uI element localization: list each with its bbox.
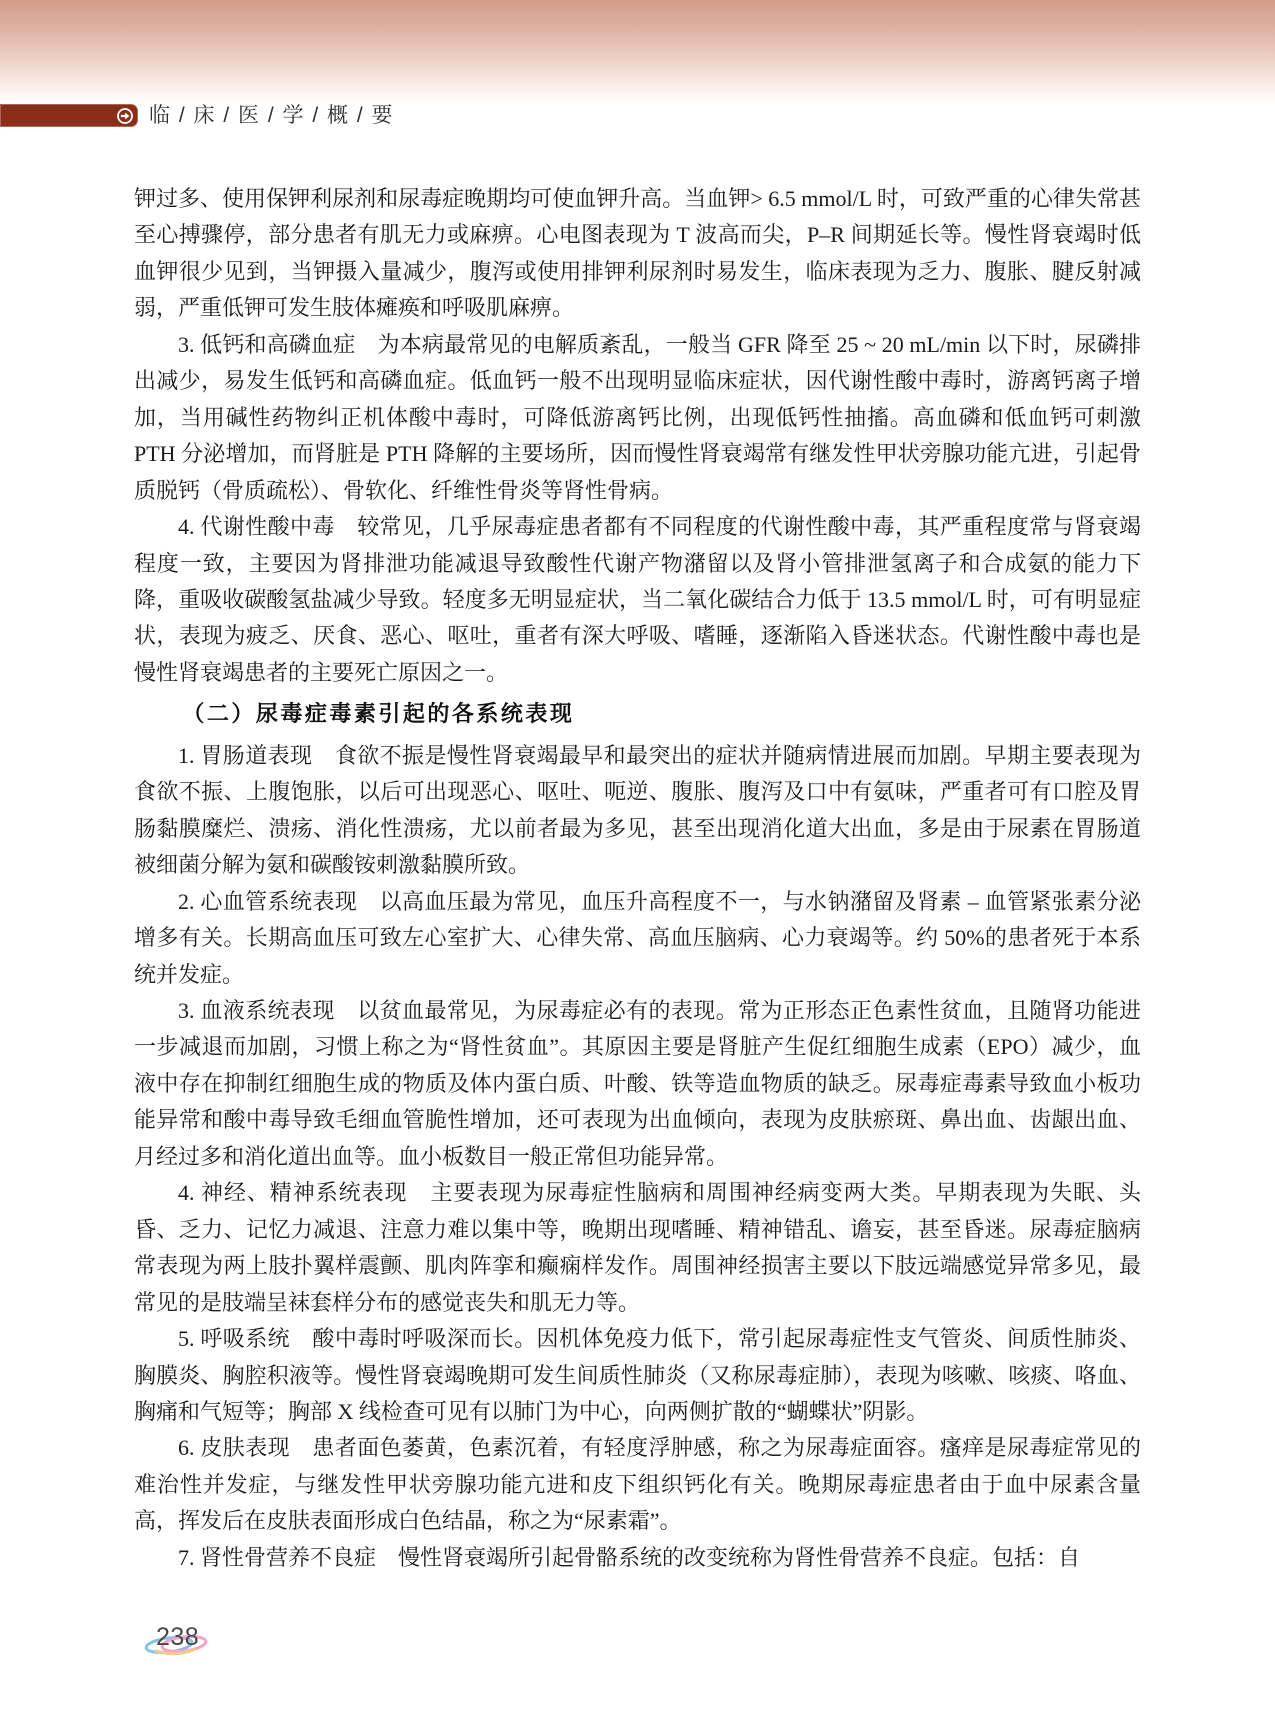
page-top-gradient [0,0,1275,104]
body-paragraph: 7. 肾性骨营养不良症 慢性肾衰竭所引起骨骼系统的改变统称为肾性骨营养不良症。包括：自 [178,1544,1081,1570]
body-paragraph: 2. 心血管系统表现 以高血压最为常见，血压升高程度不一，与水钠潴留及肾素 – 血管紧张素分泌增多有关。长期高血压可致左心室扩大、心律失常、高血压脑病、心力衰竭等。约 50%的患者死于本系统并发症。 [134,888,1141,987]
body-text [134,181,1141,1576]
page-number: 238 [156,1623,200,1651]
body-paragraph: 5. 呼吸系统 酸中毒时呼吸深而长。因机体免疫力低下，常引起尿毒症性支气管炎、间质性肺炎、胸膜炎、胸腔积液等。慢性肾衰竭晚期可发生间质性肺炎（又称尿毒症肺），表现为咳嗽、咳痰、咯血、胸痛和气短等；胸部 X 线检查可见有以肺门为中心，向两侧扩散的“蝴蝶状”阴影。 [134,1326,1141,1424]
arrow-right-icon [117,108,133,124]
body-paragraph: 4. 代谢性酸中毒 较常见，几乎尿毒症患者都有不同程度的代谢性酸中毒，其严重程度常与肾衰竭程度一致，主要因为肾排泄功能减退导致酸性代谢产物潴留以及肾小管排泄氢离子和合成氨的能力下降，重吸收碳酸氢盐减少导致。轻度多无明显症状，当二氧化碳结合力低于 13.5 mmol/L 时，可有明显症状，表现为疲乏、厌食、恶心、呕吐，重者有深大呼吸、嗜睡，逐渐陷入昏迷状态。代谢性酸中毒也是慢性肾衰竭患者的主要死亡原因之一。 [134,514,1141,685]
body-paragraph: 1. 胃肠道表现 食欲不振是慢性肾衰竭最早和最突出的症状并随病情进展而加剧。早期主要表现为食欲不振、上腹饱胀，以后可出现恶心、呕吐、呃逆、腹胀、腹泻及口中有氨味，严重者可有口腔及胃肠黏膜糜烂、溃疡、消化性溃疡，尤以前者最为多见，甚至出现消化道大出血，多是由于尿素在胃肠道被细菌分解为氨和碳酸铵刺激黏膜所致。 [134,742,1141,878]
body-paragraph: 3. 低钙和高磷血症 为本病最常见的电解质紊乱，一般当 GFR 降至 25 ~ 20 mL/min 以下时，尿磷排出减少，易发生低钙和高磷血症。低血钙一般不出现明显临床症状，因代谢性酸中毒时，游离钙离子增加，当用碱性药物纠正机体酸中毒时，可降低游离钙比例，出现低钙性抽搐。高血磷和低血钙可刺激 PTH 分泌增加，而肾脏是 PTH 降解的主要场所，因而慢性肾衰竭常有继发性甲状旁腺功能亢进，引起骨质脱钙（骨质疏松）、骨软化、纤维性骨炎等肾性骨病。 [134,331,1141,503]
body-paragraph: 钾过多、使用保钾利尿剂和尿毒症晚期均可使血钾升高。当血钾> 6.5 mmol/L 时，可致严重的心律失常甚至心搏骤停，部分患者有肌无力或麻痹。心电图表现为 T 波高而尖，P–R 间期延长等。慢性肾衰竭时低血钾很少见到，当钾摄入量减少，腹泻或使用排钾利尿剂时易发生，临床表现为乏力、腹胀、腱反射减弱，严重低钾可发生肢体瘫痪和呼吸肌麻痹。 [134,186,1141,321]
page-footer [142,1618,232,1662]
book-title: 临 / 床 / 医 / 学 / 概 / 要 [149,104,395,127]
body-paragraph: 4. 神经、精神系统表现 主要表现为尿毒症性脑病和周围神经病变两大类。早期表现为失眠、头昏、乏力、记忆力减退、注意力难以集中等，晚期出现嗜睡、精神错乱、谵妄，甚至昏迷。尿毒症脑病常表现为两上肢扑翼样震颤、肌肉阵挛和癫痫样发作。周围神经损害主要以下肢远端感觉异常多见，最常见的是肢端呈袜套样分布的感觉丧失和肌无力等。 [134,1180,1141,1315]
section-heading: （二）尿毒症毒素引起的各系统表现 [182,701,575,727]
body-paragraph: 3. 血液系统表现 以贫血最常见，为尿毒症必有的表现。常为正形态正色素性贫血，且随肾功能进一步减退而加剧，习惯上称之为“肾性贫血”。其原因主要是肾脏产生促红细胞生成素（EPO）减少，血液中存在抑制红细胞生成的物质及体内蛋白质、叶酸、铁等造血物质的缺乏。尿毒症毒素导致血小板功能异常和酸中毒导致毛细血管脆性增加，还可表现为出血倾向，表现为皮肤瘀斑、鼻出血、齿龈出血、月经过多和消化道出血等。血小板数目一般正常但功能异常。 [134,997,1141,1169]
chapter-banner [0,104,138,127]
body-paragraph: 6. 皮肤表现 患者面色萎黄，色素沉着，有轻度浮肿感，称之为尿毒症面容。瘙痒是尿毒症常见的难治性并发症，与继发性甲状旁腺功能亢进和皮下组织钙化有关。晚期尿毒症患者由于血中尿素含量高，挥发后在皮肤表面形成白色结晶，称之为“尿素霜”。 [134,1435,1141,1534]
